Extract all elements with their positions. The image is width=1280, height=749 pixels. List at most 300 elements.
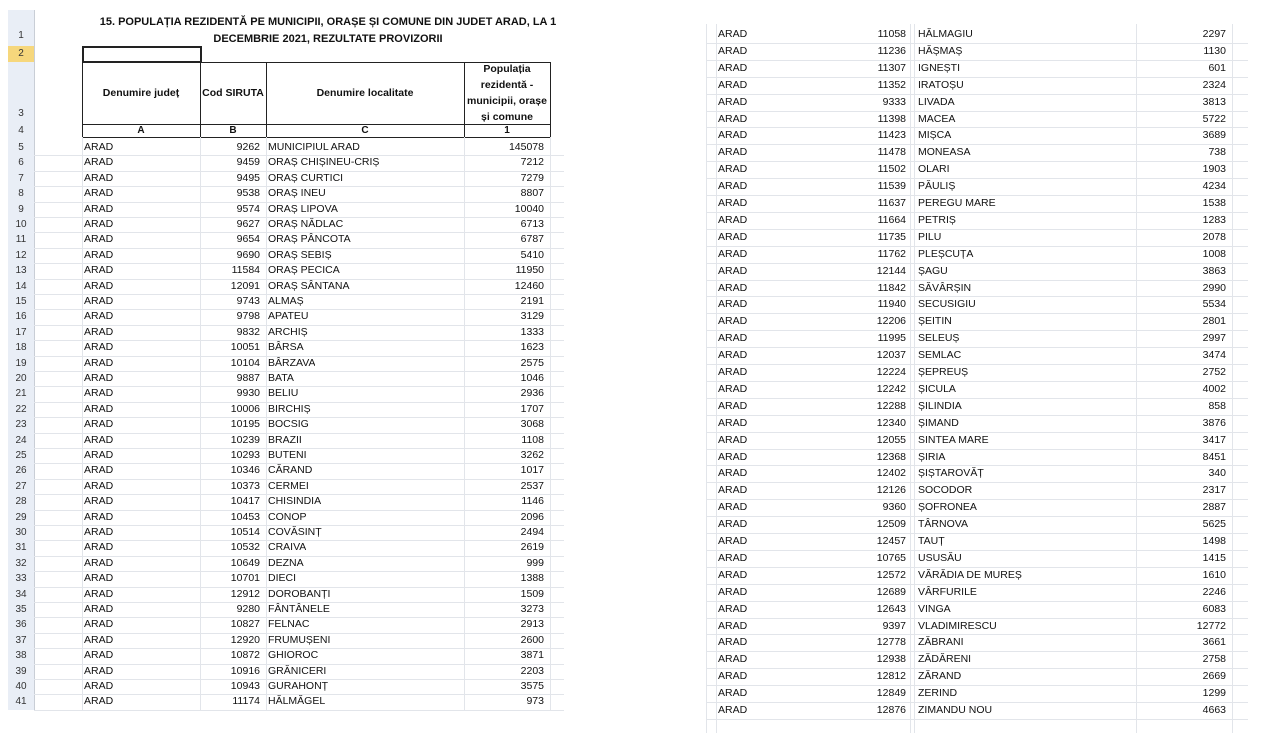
selected-cell[interactable] [82, 46, 202, 63]
cell-siruta[interactable]: 11236 [877, 44, 906, 57]
cell-populatie[interactable]: 3262 [520, 449, 544, 461]
cell-localitate[interactable]: VĂRĂDIA DE MUREȘ [918, 568, 1022, 581]
cell-localitate[interactable]: ORAȘ CURTICI [268, 171, 344, 184]
cell-judet[interactable]: ARAD [718, 112, 748, 125]
cell-siruta[interactable]: 11584 [231, 264, 260, 277]
cell-siruta[interactable]: 9832 [236, 325, 260, 338]
cell-populatie[interactable]: 2600 [520, 633, 544, 646]
cell-judet[interactable]: ARAD [718, 264, 748, 277]
cell-siruta[interactable]: 9280 [236, 603, 260, 615]
cell-localitate[interactable]: USUSĂU [918, 551, 962, 564]
cell-siruta[interactable]: 9887 [236, 372, 260, 384]
cell-siruta[interactable]: 10514 [230, 526, 260, 538]
cell-localitate[interactable]: LIVADA [918, 95, 955, 108]
cell-populatie[interactable]: 3689 [1202, 129, 1226, 142]
row-number[interactable]: 38 [15, 650, 27, 662]
cell-siruta[interactable]: 11995 [877, 332, 906, 345]
cell-siruta[interactable]: 10916 [230, 664, 260, 677]
cell-judet[interactable]: ARAD [84, 526, 114, 538]
cell-judet[interactable]: ARAD [84, 587, 114, 600]
row-number[interactable]: 10 [15, 219, 27, 230]
cell-localitate[interactable]: ȘILINDIA [918, 399, 962, 412]
cell-localitate[interactable]: VINGA [918, 602, 951, 615]
row-number[interactable]: 15 [15, 296, 27, 307]
cell-localitate[interactable]: TAUȚ [918, 535, 945, 547]
cell-localitate[interactable]: FELNAC [268, 618, 310, 631]
cell-localitate[interactable]: BATA [268, 372, 294, 384]
cell-judet[interactable]: ARAD [718, 163, 748, 176]
cell-siruta[interactable]: 9930 [236, 387, 260, 400]
cell-localitate[interactable]: ORAȘ PECICA [268, 264, 340, 277]
cell-populatie[interactable]: 3661 [1202, 636, 1226, 649]
cell-judet[interactable]: ARAD [84, 341, 114, 354]
cell-judet[interactable]: ARAD [84, 372, 114, 384]
cell-judet[interactable]: ARAD [718, 28, 748, 40]
cell-populatie[interactable]: 738 [1208, 146, 1226, 159]
cell-judet[interactable]: ARAD [718, 653, 748, 666]
cell-populatie[interactable]: 2619 [520, 541, 544, 554]
cell-populatie[interactable]: 11950 [515, 264, 544, 277]
cell-localitate[interactable]: SELEUȘ [918, 332, 960, 345]
row-number[interactable]: 22 [15, 403, 27, 415]
cell-judet[interactable]: ARAD [84, 295, 114, 307]
cell-judet[interactable]: ARAD [718, 230, 748, 243]
cell-localitate[interactable]: ORAȘ SÂNTANA [268, 279, 350, 292]
row-number[interactable]: 25 [15, 450, 27, 461]
cell-judet[interactable]: ARAD [718, 95, 748, 108]
cell-localitate[interactable]: ȘEITIN [918, 315, 952, 328]
cell-siruta[interactable]: 12849 [876, 687, 906, 700]
cell-populatie[interactable]: 5722 [1202, 112, 1226, 125]
cell-judet[interactable]: ARAD [718, 467, 748, 480]
cell-populatie[interactable]: 2191 [520, 295, 544, 307]
cell-judet[interactable]: ARAD [84, 464, 114, 477]
cell-populatie[interactable]: 1283 [1202, 213, 1226, 226]
cell-judet[interactable]: ARAD [718, 619, 748, 632]
cell-siruta[interactable]: 11842 [877, 281, 906, 294]
cell-populatie[interactable]: 1623 [520, 341, 544, 354]
cell-judet[interactable]: ARAD [84, 572, 114, 585]
cell-judet[interactable]: ARAD [718, 670, 748, 683]
cell-localitate[interactable]: ORAȘ CHIȘINEU-CRIȘ [268, 156, 380, 169]
cell-judet[interactable]: ARAD [84, 649, 114, 662]
cell-siruta[interactable]: 11478 [877, 146, 906, 159]
cell-judet[interactable]: ARAD [718, 602, 748, 615]
cell-localitate[interactable]: CRAIVA [268, 541, 307, 554]
cell-localitate[interactable]: PLEȘCUȚA [918, 247, 974, 260]
cell-judet[interactable]: ARAD [84, 248, 114, 261]
cell-localitate[interactable]: ȘEPREUȘ [918, 366, 969, 378]
cell-judet[interactable]: ARAD [718, 332, 748, 345]
cell-populatie[interactable]: 2997 [1202, 332, 1226, 345]
cell-judet[interactable]: ARAD [84, 325, 114, 338]
row-number[interactable]: 33 [15, 573, 27, 585]
cell-siruta[interactable]: 12206 [876, 315, 906, 328]
cell-judet[interactable]: ARAD [84, 664, 114, 677]
cell-judet[interactable]: ARAD [718, 146, 748, 159]
row-number[interactable]: 4 [18, 125, 24, 136]
cell-judet[interactable]: ARAD [718, 213, 748, 226]
cell-judet[interactable]: ARAD [84, 603, 114, 615]
cell-populatie[interactable]: 2246 [1202, 585, 1226, 598]
cell-siruta[interactable]: 11352 [877, 78, 906, 91]
cell-populatie[interactable]: 3129 [520, 310, 544, 323]
row-number[interactable]: 41 [15, 696, 27, 708]
cell-populatie[interactable]: 1146 [521, 495, 544, 508]
cell-localitate[interactable]: BÂRZAVA [268, 356, 316, 369]
cell-siruta[interactable]: 12920 [230, 633, 260, 646]
cell-localitate[interactable]: DEZNA [268, 556, 304, 569]
cell-localitate[interactable]: BÂRSA [268, 341, 304, 354]
cell-localitate[interactable]: ZĂBRANI [918, 636, 964, 649]
cell-localitate[interactable]: TÂRNOVA [918, 518, 968, 531]
row-number[interactable]: 2 [8, 46, 34, 62]
row-number[interactable]: 27 [15, 480, 27, 492]
cell-judet[interactable]: ARAD [718, 382, 748, 395]
cell-siruta[interactable]: 12812 [876, 670, 906, 683]
cell-siruta[interactable]: 12689 [876, 585, 906, 598]
row-number[interactable]: 21 [15, 388, 27, 400]
cell-localitate[interactable]: GHIOROC [268, 649, 319, 662]
cell-siruta[interactable]: 12288 [876, 399, 906, 412]
row-number[interactable]: 31 [15, 542, 27, 554]
cell-judet[interactable]: ARAD [718, 61, 748, 74]
row-number[interactable]: 17 [15, 326, 27, 338]
cell-judet[interactable]: ARAD [84, 402, 114, 415]
cell-judet[interactable]: ARAD [718, 315, 748, 328]
cell-siruta[interactable]: 11762 [877, 247, 906, 260]
cell-judet[interactable]: ARAD [84, 233, 114, 246]
row-number[interactable]: 37 [15, 634, 27, 646]
cell-siruta[interactable]: 12055 [876, 433, 906, 446]
cell-localitate[interactable]: ZERIND [918, 687, 958, 700]
cell-siruta[interactable]: 12368 [876, 450, 906, 463]
cell-siruta[interactable]: 11174 [232, 695, 260, 708]
cell-localitate[interactable]: PETRIȘ [918, 213, 956, 226]
cell-populatie[interactable]: 6713 [520, 218, 544, 230]
row-number[interactable]: 7 [18, 172, 24, 184]
cell-populatie[interactable]: 1498 [1202, 535, 1226, 547]
cell-populatie[interactable]: 2990 [1202, 281, 1226, 294]
cell-siruta[interactable]: 12509 [876, 518, 906, 531]
cell-siruta[interactable]: 10346 [230, 464, 260, 477]
cell-siruta[interactable]: 9690 [236, 248, 260, 261]
cell-populatie[interactable]: 2575 [520, 356, 544, 369]
row-number[interactable]: 11 [15, 234, 27, 246]
cell-judet[interactable]: ARAD [84, 187, 114, 200]
cell-populatie[interactable]: 2078 [1202, 230, 1226, 243]
cell-localitate[interactable]: ȘAGU [918, 264, 948, 277]
cell-populatie[interactable]: 3474 [1202, 349, 1226, 362]
cell-localitate[interactable]: SEMLAC [918, 349, 962, 362]
cell-judet[interactable]: ARAD [84, 264, 114, 277]
cell-populatie[interactable]: 1509 [520, 587, 544, 600]
row-number[interactable]: 9 [18, 203, 24, 215]
cell-judet[interactable]: ARAD [84, 680, 114, 692]
cell-localitate[interactable]: ȘIRIA [918, 450, 946, 463]
cell-localitate[interactable]: CONOP [268, 510, 307, 523]
cell-localitate[interactable]: GRĂNICERI [268, 664, 327, 677]
cell-populatie[interactable]: 7279 [520, 171, 544, 184]
cell-siruta[interactable]: 10765 [876, 551, 906, 564]
cell-populatie[interactable]: 1108 [521, 433, 544, 446]
cell-localitate[interactable]: BUTENI [268, 449, 307, 461]
cell-populatie[interactable]: 1610 [1202, 568, 1226, 581]
cell-populatie[interactable]: 1017 [520, 464, 544, 477]
cell-localitate[interactable]: APATEU [268, 310, 309, 323]
cell-judet[interactable]: ARAD [718, 501, 748, 514]
cell-siruta[interactable]: 12126 [876, 484, 906, 497]
cell-populatie[interactable]: 2537 [520, 479, 544, 492]
column-header-siruta[interactable]: Cod SIRUTA [202, 87, 264, 99]
cell-judet[interactable]: ARAD [718, 247, 748, 260]
cell-populatie[interactable]: 2758 [1202, 653, 1226, 666]
cell-populatie[interactable]: 2913 [520, 618, 544, 631]
cell-populatie[interactable]: 5534 [1202, 298, 1226, 311]
cell-populatie[interactable]: 8807 [520, 187, 544, 200]
cell-judet[interactable]: ARAD [718, 366, 748, 378]
cell-judet[interactable]: ARAD [718, 484, 748, 497]
cell-siruta[interactable]: 11058 [877, 28, 906, 40]
cell-siruta[interactable]: 9798 [236, 310, 260, 323]
row-number[interactable]: 40 [15, 681, 27, 692]
cell-localitate[interactable]: ORAȘ SEBIȘ [268, 248, 332, 261]
cell-siruta[interactable]: 11423 [877, 129, 906, 142]
cell-populatie[interactable]: 1130 [1203, 44, 1226, 57]
cell-populatie[interactable]: 3876 [1202, 416, 1226, 429]
cell-siruta[interactable]: 10417 [230, 495, 260, 508]
cell-populatie[interactable]: 4234 [1202, 180, 1226, 193]
cell-populatie[interactable]: 4663 [1202, 704, 1226, 716]
row-number[interactable]: 14 [15, 280, 27, 292]
cell-localitate[interactable]: MIȘCA [918, 129, 952, 142]
cell-judet[interactable]: ARAD [84, 356, 114, 369]
row-number[interactable]: 5 [18, 142, 24, 153]
cell-siruta[interactable]: 12242 [876, 382, 906, 395]
column-header-judet[interactable]: Denumire județ [102, 87, 180, 99]
row-number[interactable]: 34 [15, 588, 27, 600]
cell-siruta[interactable]: 10104 [230, 356, 260, 369]
cell-localitate[interactable]: VLADIMIRESCU [918, 619, 997, 632]
cell-siruta[interactable]: 9262 [236, 141, 260, 153]
row-number[interactable]: 16 [15, 311, 27, 323]
cell-localitate[interactable]: PILU [918, 230, 942, 243]
cell-siruta[interactable]: 9333 [882, 95, 906, 108]
cell-populatie[interactable]: 999 [526, 556, 544, 569]
row-number[interactable]: 8 [18, 188, 24, 200]
cell-judet[interactable]: ARAD [718, 44, 748, 57]
cell-localitate[interactable]: MUNICIPIUL ARAD [268, 141, 360, 153]
cell-judet[interactable]: ARAD [718, 704, 748, 716]
cell-siruta[interactable]: 10943 [230, 680, 260, 692]
cell-localitate[interactable]: CHISINDIA [268, 495, 322, 508]
cell-localitate[interactable]: ORAȘ LIPOVA [268, 202, 338, 215]
cell-localitate[interactable]: IGNEȘTI [918, 61, 961, 74]
cell-siruta[interactable]: 11307 [877, 61, 906, 74]
cell-localitate[interactable]: ORAȘ NĂDLAC [268, 218, 344, 230]
cell-localitate[interactable]: SĂVÂRȘIN [918, 281, 972, 294]
cell-populatie[interactable]: 10040 [514, 202, 544, 215]
cell-localitate[interactable]: ȘIMAND [918, 416, 959, 429]
cell-judet[interactable]: ARAD [84, 541, 114, 554]
cell-siruta[interactable]: 12091 [230, 279, 260, 292]
cell-localitate[interactable]: ORAȘ INEU [268, 187, 326, 200]
cell-siruta[interactable]: 12340 [876, 416, 906, 429]
cell-populatie[interactable]: 6083 [1202, 602, 1226, 615]
cell-judet[interactable]: ARAD [718, 585, 748, 598]
row-number[interactable]: 24 [15, 434, 27, 446]
column-header-populatie[interactable]: Populația rezidentă - municipii, orașe și comune [467, 63, 547, 123]
row-number[interactable]: 30 [15, 527, 27, 538]
cell-populatie[interactable]: 2494 [520, 526, 544, 538]
cell-judet[interactable]: ARAD [84, 141, 114, 153]
cell-judet[interactable]: ARAD [718, 518, 748, 531]
cell-judet[interactable]: ARAD [718, 298, 748, 311]
cell-populatie[interactable]: 1707 [520, 402, 544, 415]
cell-localitate[interactable]: CĂRAND [268, 464, 313, 477]
cell-populatie[interactable]: 2752 [1202, 366, 1226, 378]
cell-siruta[interactable]: 11664 [877, 213, 906, 226]
cell-localitate[interactable]: HĂLMĂGEL [268, 695, 326, 708]
cell-populatie[interactable]: 12772 [1196, 619, 1226, 632]
cell-localitate[interactable]: ȘICULA [918, 382, 956, 395]
cell-judet[interactable]: ARAD [84, 556, 114, 569]
cell-judet[interactable]: ARAD [718, 197, 748, 209]
cell-siruta[interactable]: 9538 [236, 187, 260, 200]
cell-siruta[interactable]: 12643 [876, 602, 906, 615]
cell-localitate[interactable]: BRAZII [268, 433, 302, 446]
cell-populatie[interactable]: 2096 [520, 510, 544, 523]
cell-populatie[interactable]: 3273 [520, 603, 544, 615]
row-number[interactable]: 3 [18, 108, 24, 119]
cell-siruta[interactable]: 10006 [230, 402, 260, 415]
cell-judet[interactable]: ARAD [84, 202, 114, 215]
cell-judet[interactable]: ARAD [84, 633, 114, 646]
cell-siruta[interactable]: 10373 [230, 479, 260, 492]
cell-localitate[interactable]: IRATOȘU [918, 78, 964, 91]
cell-populatie[interactable]: 1415 [1202, 551, 1226, 564]
cell-populatie[interactable]: 3575 [520, 680, 544, 692]
cell-localitate[interactable]: VÂRFURILE [918, 585, 977, 598]
row-number[interactable]: 36 [15, 619, 27, 631]
cell-populatie[interactable]: 5410 [520, 248, 544, 261]
cell-judet[interactable]: ARAD [84, 171, 114, 184]
cell-siruta[interactable]: 10239 [230, 433, 260, 446]
cell-siruta[interactable]: 11502 [877, 163, 906, 176]
cell-localitate[interactable]: ȘOFRONEA [918, 501, 977, 514]
cell-populatie[interactable]: 1538 [1202, 197, 1226, 209]
cell-siruta[interactable]: 10827 [230, 618, 260, 631]
row-number[interactable]: 1 [18, 30, 24, 41]
cell-judet[interactable]: ARAD [84, 479, 114, 492]
cell-siruta[interactable]: 11398 [877, 112, 906, 125]
cell-siruta[interactable]: 12457 [876, 535, 906, 547]
cell-siruta[interactable]: 10872 [230, 649, 260, 662]
cell-localitate[interactable]: SOCODOR [918, 484, 973, 497]
cell-localitate[interactable]: ȘIȘTAROVĂȚ [918, 467, 984, 480]
cell-populatie[interactable]: 973 [526, 695, 544, 708]
cell-siruta[interactable]: 10195 [230, 418, 260, 431]
cell-siruta[interactable]: 9360 [882, 501, 906, 514]
cell-siruta[interactable]: 12938 [876, 653, 906, 666]
row-number[interactable]: 12 [15, 249, 27, 261]
cell-judet[interactable]: ARAD [718, 281, 748, 294]
cell-siruta[interactable]: 12572 [876, 568, 906, 581]
cell-siruta[interactable]: 10453 [230, 510, 260, 523]
cell-localitate[interactable]: ALMAȘ [268, 295, 304, 307]
cell-populatie[interactable]: 1299 [1202, 687, 1226, 700]
cell-siruta[interactable]: 12876 [876, 704, 906, 716]
cell-localitate[interactable]: MACEA [918, 112, 956, 125]
cell-siruta[interactable]: 10293 [230, 449, 260, 461]
cell-judet[interactable]: ARAD [718, 416, 748, 429]
cell-populatie[interactable]: 601 [1208, 61, 1226, 74]
cell-populatie[interactable]: 3813 [1202, 95, 1226, 108]
cell-populatie[interactable]: 2936 [520, 387, 544, 400]
cell-judet[interactable]: ARAD [84, 156, 114, 169]
cell-siruta[interactable]: 9627 [236, 218, 260, 230]
cell-siruta[interactable]: 11940 [877, 298, 906, 311]
cell-localitate[interactable]: ZIMANDU NOU [918, 704, 993, 716]
cell-judet[interactable]: ARAD [718, 568, 748, 581]
cell-judet[interactable]: ARAD [84, 218, 114, 230]
cell-populatie[interactable]: 3068 [520, 418, 544, 431]
cell-siruta[interactable]: 12224 [876, 366, 906, 378]
cell-judet[interactable]: ARAD [718, 450, 748, 463]
cell-judet[interactable]: ARAD [84, 510, 114, 523]
cell-siruta[interactable]: 10051 [230, 341, 260, 354]
cell-localitate[interactable]: HĂȘMAȘ [918, 44, 963, 57]
cell-populatie[interactable]: 1046 [520, 372, 544, 384]
cell-populatie[interactable]: 4002 [1202, 382, 1226, 395]
cell-siruta[interactable]: 9743 [236, 295, 260, 307]
cell-siruta[interactable]: 10532 [230, 541, 260, 554]
cell-siruta[interactable]: 9397 [882, 619, 906, 632]
cell-localitate[interactable]: BELIU [268, 387, 299, 400]
cell-populatie[interactable]: 2203 [520, 664, 544, 677]
cell-populatie[interactable]: 3871 [520, 649, 544, 662]
cell-siruta[interactable]: 9495 [236, 171, 260, 184]
cell-populatie[interactable]: 7212 [520, 156, 544, 169]
cell-localitate[interactable]: ZĂRAND [918, 670, 962, 683]
row-number[interactable]: 39 [15, 665, 27, 677]
row-number[interactable]: 29 [15, 511, 27, 523]
cell-siruta[interactable]: 10649 [230, 556, 260, 569]
cell-localitate[interactable]: DOROBANȚI [268, 587, 331, 600]
column-header-localitate[interactable]: Denumire localitate [316, 87, 414, 99]
cell-siruta[interactable]: 11539 [877, 180, 906, 193]
cell-localitate[interactable]: PEREGU MARE [918, 197, 996, 209]
cell-judet[interactable]: ARAD [84, 279, 114, 292]
cell-localitate[interactable]: SINTEA MARE [918, 433, 989, 446]
cell-localitate[interactable]: PĂULIȘ [918, 180, 956, 193]
cell-siruta[interactable]: 9459 [236, 156, 260, 169]
cell-populatie[interactable]: 1388 [520, 572, 544, 585]
cell-localitate[interactable]: OLARI [918, 163, 950, 176]
cell-localitate[interactable]: BOCSIG [268, 418, 309, 431]
row-number[interactable]: 20 [15, 373, 27, 384]
cell-populatie[interactable]: 2669 [1202, 670, 1226, 683]
cell-judet[interactable]: ARAD [84, 433, 114, 446]
cell-siruta[interactable]: 12778 [876, 636, 906, 649]
cell-localitate[interactable]: ZĂDĂRENI [918, 653, 972, 666]
cell-populatie[interactable]: 5625 [1202, 518, 1226, 531]
cell-judet[interactable]: ARAD [84, 618, 114, 631]
cell-judet[interactable]: ARAD [84, 495, 114, 508]
cell-populatie[interactable]: 12460 [514, 279, 544, 292]
cell-siruta[interactable]: 11637 [877, 197, 906, 209]
row-number[interactable]: 23 [15, 419, 27, 431]
